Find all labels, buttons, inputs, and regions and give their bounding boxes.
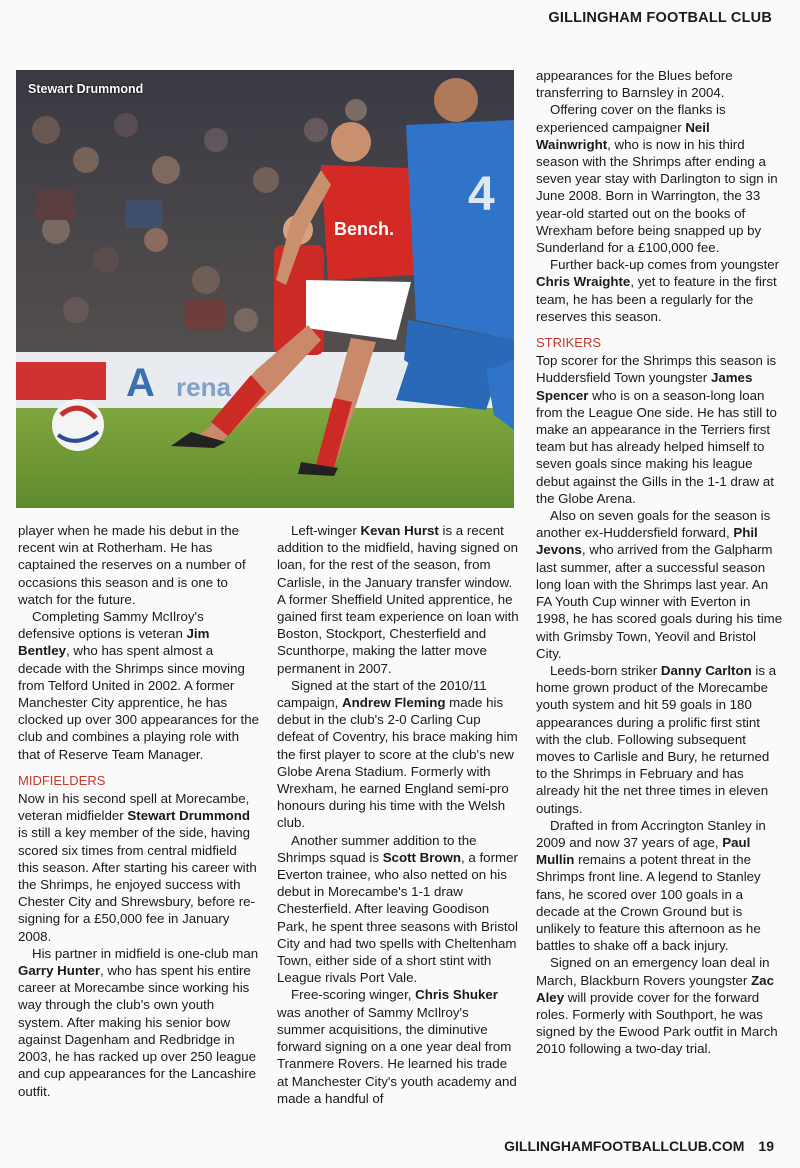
paragraph: player when he made his debut in the recent win at Rotherham. He has captained the reserves on a number of occasions this season and is one to watch for the future. [18, 523, 246, 607]
photo-caption: Stewart Drummond [28, 82, 144, 96]
paragraph: appearances for the Blues before transferring to Barnsley in 2004. [536, 68, 733, 101]
match-photo [16, 70, 514, 508]
paragraph: Further back-up comes from youngster Chris Wraighte, yet to feature in the first team, he has been a regularly for the reserves this season. [536, 257, 780, 324]
player-name: Danny Carlton [660, 662, 752, 678]
paragraph: Top scorer for the Shrimps this season is Huddersfield Town youngster James Spencer who is on a season-long loan from the League One side. He has still to make an appearance in the Terriers first team but has already helped himself to seven goals since making his league debut against the Gills in the 1-1 draw at the Globe Arena. [536, 353, 777, 506]
player-name: James Spencer [536, 370, 753, 403]
svg-text:rena: rena [176, 372, 231, 402]
section-heading-midfielders: MIDFIELDERS [18, 772, 106, 788]
paragraph: Also on seven goals for the season is another ex-Huddersfield forward, Phil Jevons, who arrived from the Galpharm last summer, after a successful season long loan with the Shrimps last year. An FA Youth Cup winner with Everton in 1998, he has scored goals during his time with Grimsby Town, Yeovil and Bristol City. [536, 508, 783, 661]
paragraph: Now in his second spell at Morecambe, veteran midfielder Stewart Drummond is still a key member of the side, having scored six times from central midfield this season. After starting his career with the Shrimps, he enjoyed success with Chester City and Shrewsbury, before re-signing for a £50,000 fee in January 2008. [18, 791, 257, 944]
player-name: Jim Bentley [18, 626, 210, 659]
player-name: Stewart Drummond [127, 808, 251, 824]
paragraph: Leeds-born striker Danny Carlton is a home grown product of the Morecambe youth system and hit 59 goals in 180 appearances during a prolific first stint with the club. Following subsequent moves to Carlisle and Bury, he returned to the Shrimps in February and has already hit the net three times in eleven outings. [536, 662, 777, 816]
paragraph: Free-scoring winger, Chris Shuker was another of Sammy McIlroy's summer acquisitions, the diminutive forward signing on a one year deal from Tranmere Rovers. He learned his trade at Manchester City's youth academy and made a handful of [277, 987, 517, 1106]
player-name: Phil Jevons [536, 525, 758, 558]
player-name: Garry Hunter [18, 963, 101, 979]
paragraph: Offering cover on the flanks is experienced campaigner Neil Wainwright, who is now in his third season with the Shrimps after ending a seven year stay with Darlington to sign in June 2008. Born in Warrington, the 33 year-old started out on the books of Wrexham before being snapped up by Sunderland for a £100,000 fee. [536, 102, 778, 256]
page-number: 19 [758, 1138, 774, 1154]
player-name: Paul Mullin [536, 834, 751, 868]
article-column-1 [18, 522, 260, 1100]
paragraph: His partner in midfield is one-club man Garry Hunter, who has spent his entire career at Morecambe since working his way through the club's own youth system. After making his senior bow against Dagenham and Redbridge in 2003, he has racked up over 250 league and cup appearances for the Lancashire outfit. [18, 945, 259, 1099]
paragraph: Another summer addition to the Shrimps squad is Scott Brown, a former Everton trainee, who also netted on his debut in Morecambe's 1-1 draw Chesterfield. After leaving Goodison Park, he spent three seasons with Bristol City and had two spells with Cheltenham Town, either side of a short stint with League rivals Port Vale. [277, 832, 518, 986]
section-heading-strikers: STRIKERS [536, 335, 602, 351]
player-name: Chris Wraighte [536, 274, 631, 290]
player-name: Andrew Fleming [342, 695, 446, 711]
player-name: Zac Aley [536, 972, 774, 1005]
article-column-2 [277, 522, 519, 1107]
paragraph: Signed on an emergency loan deal in March, Blackburn Rovers youngster Zac Aley will provide cover for the forward roles. Formerly with Southport, he was signed by the Ewood Park outfit in March 2010 following a two-day trial. [536, 955, 778, 1057]
page-footer [504, 1138, 774, 1154]
player-name: Chris Shuker [415, 987, 498, 1003]
footer-website: GILLINGHAMFOOTBALLCLUB.COM [504, 1138, 745, 1154]
player-name: Kevan Hurst [360, 523, 439, 538]
football [52, 399, 104, 451]
shirt-number: 4 [468, 168, 495, 221]
paragraph: Completing Sammy McIlroy's defensive options is veteran Jim Bentley, who has spent almost a decade with the Shrimps since moving from Telford United in 2002. A former Manchester City apprentice, he has clocked up over 300 appearances for the club and combines a playing role with that of Reserve Team Manager. [18, 609, 259, 762]
blue-player-figure [396, 78, 514, 430]
paragraph: Left-winger Kevan Hurst is a recent addition to the midfield, having signed on loan, for the rest of the season, from Carlisle, in the January transfer window. A former Sheffield United apprentice, he gained first team experience on loan with Boston, Stockport, Chesterfield and Scunthorpe, making the latter move permanent in 2007. [277, 523, 519, 676]
shirt-sponsor: Bench. [334, 219, 395, 239]
player-name: Neil Wainwright [536, 119, 710, 152]
article-column-3 [536, 67, 784, 1058]
paragraph: Drafted in from Accrington Stanley in 2009 and now 37 years of age, Paul Mullin remains a potent threat in the Shrimps front line. A legend to Stanley fans, he scored over 100 goals in a decade at the Crown Ground but is unlikely to feature this afternoon as he battles to shake off a back injury. [536, 817, 766, 954]
match-photo-illustration [16, 70, 514, 508]
paragraph: Signed at the start of the 2010/11 campaign, Andrew Fleming made his debut in the club's 2-0 Carling Cup defeat of Coventry, his brace making him the first player to score at the club's new Globe Arena Stadium. Formerly with Wrexham, he earned England semi-pro honours during his time with the Welsh club. [277, 677, 518, 831]
svg-text:A: A [126, 361, 155, 405]
player-name: Scott Brown [382, 849, 461, 865]
header-club-name: GILLINGHAM FOOTBALL CLUB [548, 10, 772, 26]
